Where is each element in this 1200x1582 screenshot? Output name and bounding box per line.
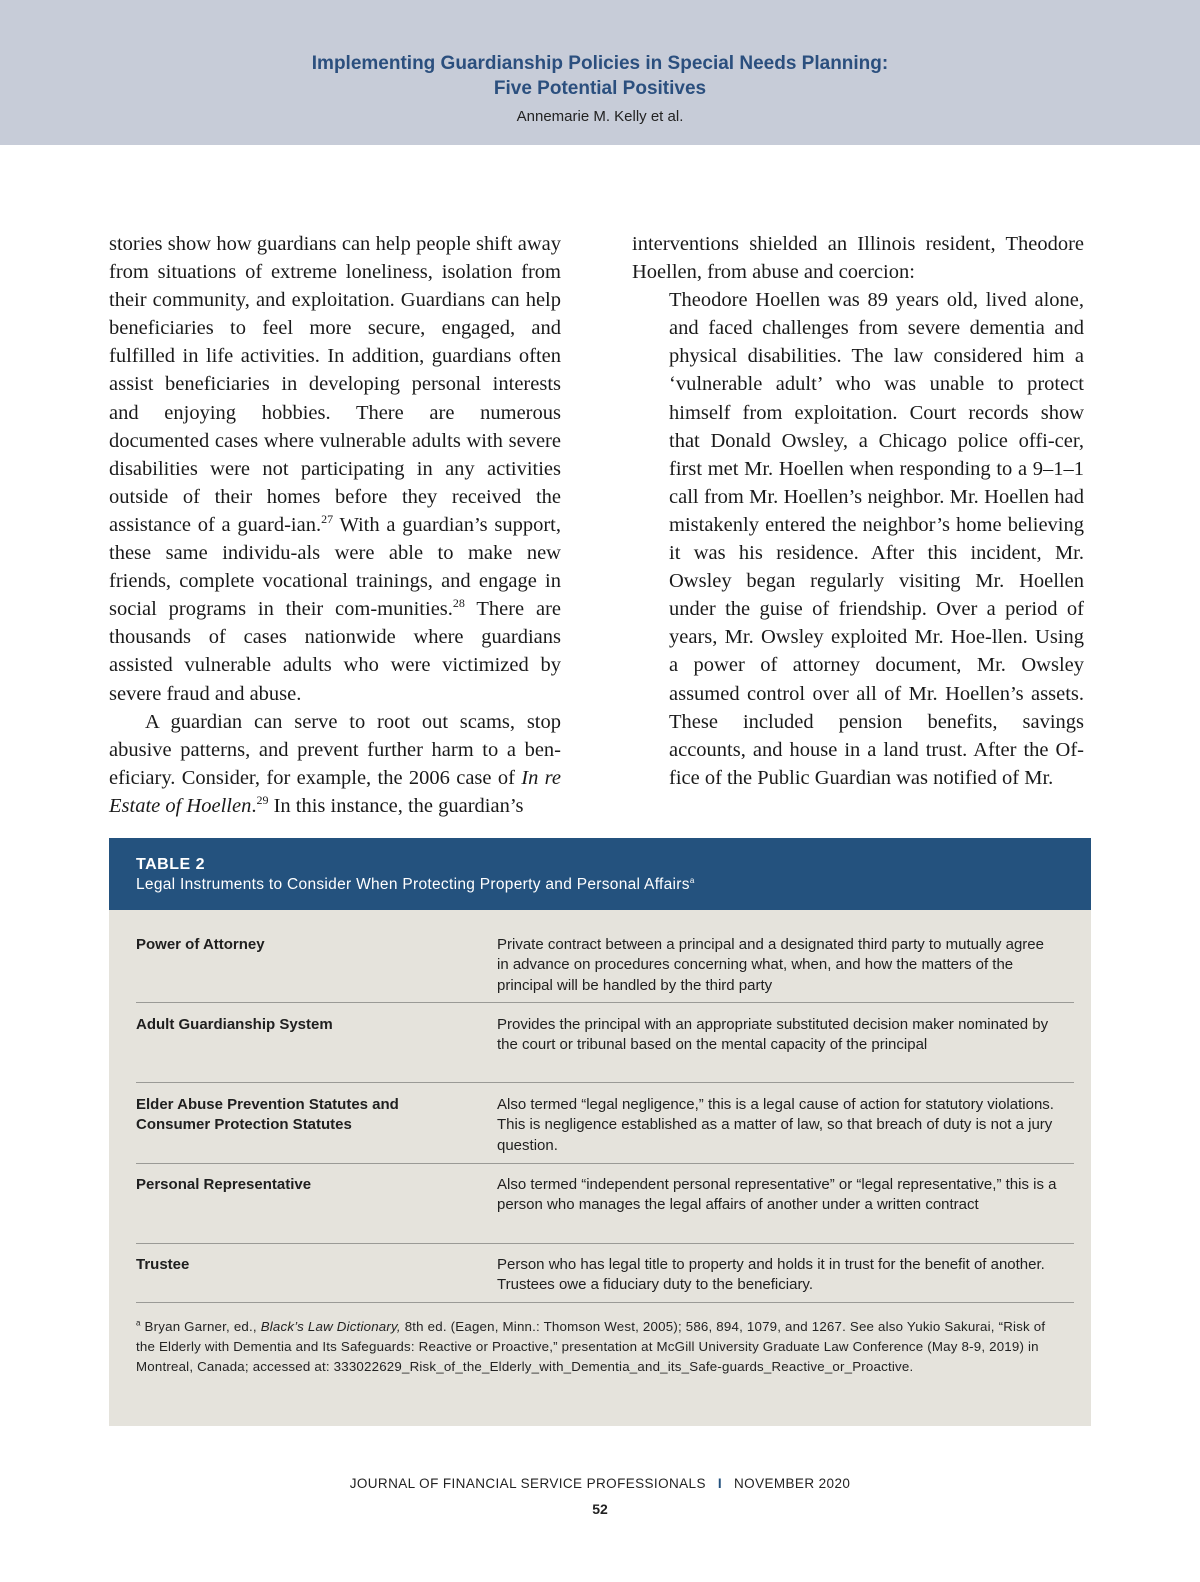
footer-separator: I (717, 1476, 723, 1491)
table-definition: Private contract between a principal and a designated third party to mutually agree in advance on procedures concerning what, when, and how the matters of the principal will be handled by the third party (497, 936, 1044, 994)
body-column-right (632, 230, 1084, 792)
page-footer (0, 1476, 1200, 1491)
body-text: A guardian can serve to root out scams, stop abusive patterns, and prevent further harm to a ben-eficiary. Consider, for example, the 2006 case of (109, 710, 561, 789)
footnote-text: 8th ed. (Eagen, Minn.: Thomson West, 2005); 586, 894, 1079, and 1267. See also Yukio Sakurai, “Risk of the Elderly with Dementia and Its Safeguards: Reactive or Proactive,” presentation at McGill University Graduate Law Conference (May 8-9, 2019) in Montreal, Canada; accessed at: 333022629_Risk_of_the_Elderly_with_Dementia_and_its_Safe-guards_Reactive_or_Proactive. (136, 1319, 1046, 1374)
body-text: With a guardian’s support, these same individu-als were able to make new friends, complete vocational trainings, and engage in social programs in their com-munities. (109, 513, 561, 621)
table-definition: Person who has legal title to property and holds it in trust for the benefit of another. Trustees owe a fiduciary duty to the beneficiary. (497, 1256, 1045, 1294)
block-quote: Theodore Hoellen was 89 years old, lived alone, and faced challenges from severe dementia and physical disabilities. The law considered him a ‘vulnerable adult’ who was unable to protect himself from exploitation. Court records show that Donald Owsley, a Chicago police offi-cer, first met Mr. Hoellen when responding to a 9–1–1 call from Mr. Hoellen’s neighbor. Mr. Hoellen had mistakenly entered the neighbor’s home believing it was his residence. After this incident, Mr. Owsley began regularly visiting Mr. Hoellen under the guise of friendship. Over a period of years, Mr. Owsley exploited Mr. Hoe-llen. Using a power of attorney document, Mr. Owsley assumed control over all of Mr. Hoellen’s assets. These included pension benefits, savings accounts, and house in a land trust. After the Of-fice of the Public Guardian was notified of Mr. (669, 289, 1084, 789)
endnote-ref-29[interactable]: 29 (256, 793, 269, 808)
table-term: Trustee (136, 1256, 190, 1273)
case-name: In re Estate of Hoellen (109, 766, 561, 817)
running-header (0, 0, 1200, 145)
footnote-marker: a (136, 1318, 141, 1328)
row-divider (136, 1302, 1074, 1303)
table-term: Elder Abuse Prevention Statutes and Consumer Protection Statutes (136, 1096, 399, 1134)
body-text: There are thousands of cases nationwide where guardians assisted vulnerable adults who were victimized by severe fraud and abuse. (109, 598, 562, 705)
issue-date: NOVEMBER 2020 (734, 1476, 851, 1491)
table-term: Personal Representative (136, 1176, 312, 1193)
table-term: Power of Attorney (136, 936, 265, 953)
body-paragraph (109, 708, 561, 820)
journal-name: JOURNAL OF FINANCIAL SERVICE PROFESSIONALS (349, 1476, 706, 1491)
page-number: 52 (592, 1501, 608, 1517)
body-paragraph: interventions shielded an Illinois resident, Theodore Hoellen, from abuse and coercion: (632, 233, 1084, 284)
row-divider (136, 1002, 1074, 1003)
table-caption (136, 876, 695, 894)
article-authors: Annemarie M. Kelly et al. (516, 108, 684, 125)
table-definition: Provides the principal with an appropriate substituted decision maker nominated by the court or tribunal based on the mental capacity of the principal (497, 1016, 1049, 1054)
row-divider (136, 1243, 1074, 1244)
row-divider (136, 1082, 1074, 1083)
body-column-left (109, 230, 561, 820)
endnote-ref-28[interactable]: 28 (452, 596, 465, 611)
body-text: . (251, 794, 257, 817)
table-footnote (136, 1317, 1066, 1377)
table-2 (109, 838, 1091, 1426)
article-title-line-2: Five Potential Positives (493, 78, 707, 99)
article-title-line-1: Implementing Guardianship Policies in Special Needs Planning: (311, 53, 889, 74)
endnote-ref-27[interactable]: 27 (321, 512, 334, 527)
table-label: TABLE 2 (136, 856, 205, 873)
footnote-marker: a (689, 875, 695, 885)
row-divider (136, 1163, 1074, 1164)
table-term: Adult Guardianship System (136, 1016, 333, 1033)
book-title: Black’s Law Dictionary, (260, 1319, 401, 1334)
body-paragraph (109, 230, 561, 708)
table-definition: Also termed “legal negligence,” this is a legal cause of action for statutory violations. This is negligence established as a matter of law, so that breach of duty is not a jury question. (497, 1096, 1054, 1154)
table-header-band (109, 838, 1091, 910)
table-caption-text: Legal Instruments to Consider When Protecting Property and Personal Affairs (136, 876, 690, 893)
footnote-text: Bryan Garner, ed., (140, 1319, 261, 1334)
body-text: stories show how guardians can help people shift away from situations of extreme loneliness, isolation from their community, and exploitation. Guardians can help beneficiaries to feel more secure, engaged, and fulfilled in life activities. In addition, guardians often assist beneficiaries in developing personal interests and enjoying hobbies. There are numerous documented cases where vulnerable adults with severe disabilities were not participating in any activities outside of their homes before they received the assistance of a guard-ian. (109, 233, 561, 536)
body-text: In this instance, the guardian’s (268, 794, 524, 817)
table-definition: Also termed “independent personal representative” or “legal representative,” this is a person who manages the legal affairs of another under a written contract (497, 1176, 1057, 1214)
